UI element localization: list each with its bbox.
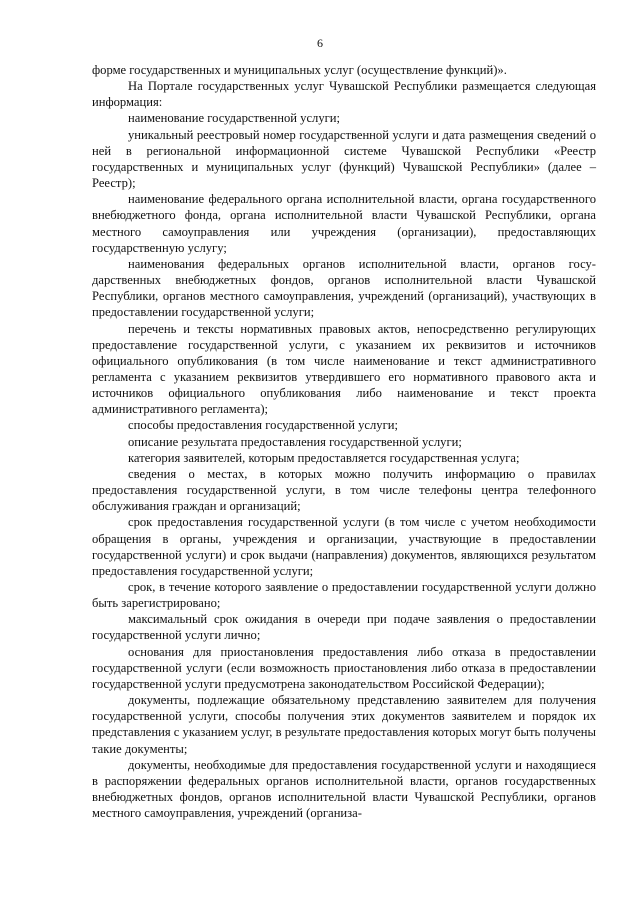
list-item-legal-acts: перечень и тексты нормативных правовых актов, непосредственно регулирующих предоставление государственной услуги, с указанием их реквизитов и источников официального опубликования (в том числе наименование и текст административного регламента с указанием реквизитов утвердившего его нормативного правового акта и источников официального опубликования либо наименование и текст проекта административного регламента);	[92, 321, 596, 417]
paragraph-continuation: форме государственных и муниципальных услуг (осуществление функций)».	[92, 63, 507, 77]
list-item-provision-term: срок предоставления государственной услуги (в том числе с учетом необходимости обращения в органы, учреждения и организации, участвующие в предоставлении государственной услуги) и срок выдачи (направления) документов, являющихся результатом предоставления государственной услуги;	[92, 515, 596, 578]
list-item-providing-authority: наименование федерального органа исполнительной власти, органа государственного внебюджетного фонда, органа исполнительной власти Чувашской Республики, органа местного самоуправления или учреждения (организации), предоставляющих государственную услугу;	[92, 192, 596, 255]
paragraph-intro: На Портале государственных услуг Чувашской Республики размещается следующая информация:	[92, 79, 596, 110]
list-item-information-places: сведения о местах, в которых можно получить информацию о правилах предоставления государственной услуги, в том числе телефоны центра телефонного обслуживания граждан и организаций;	[92, 466, 596, 514]
list-item-required-documents: документы, подлежащие обязательному представлению заявителем для получения государственной услуги, способы получения этих документов заявителем и порядок их представления с указанием услуг, в результате предоставления которых могут быть получены такие документы;	[92, 693, 596, 756]
list-item-registry-number: уникальный реестровый номер государственной услуги и дата размещения сведений о ней в региональной информационной системе Чувашской Республики «Реестр государственных и муниципальных услуг (функций) Чувашской Республики» (далее – Реестр);	[92, 127, 596, 191]
list-item-provision-methods: способы предоставления государственной услуги;	[128, 418, 399, 433]
list-item-registration-term: срок, в течение которого заявление о предоставлении государственной услуги должно быть зарегистрировано;	[92, 580, 596, 611]
list-item-refusal-grounds: основания для приостановления предоставления либо отказа в предоставлении государственной услуги (если возможность приостановления либо отказа в предоставлении государственной услуги предусмотрена законодательством Российской Федерации);	[92, 644, 596, 691]
document-body	[92, 62, 596, 821]
page-number: 6	[317, 36, 323, 50]
list-item-queue-wait: максимальный срок ожидания в очереди при подаче заявления о предоставлении государственной услуги лично;	[92, 612, 596, 643]
list-item-applicant-category: категория заявителей, которым предоставляется государственная услуга;	[128, 450, 520, 465]
list-item-result-description: описание результата предоставления государственной услуги;	[128, 434, 462, 449]
list-item-held-documents: документы, необходимые для предоставления государственной услуги и находящиеся в распоряжении федеральных органов исполнительной власти, органов государственных внебюджетных фондов, органов исполнительной власти Чувашской Республики, органов местного самоуправления, учреждений (организа-	[92, 757, 596, 821]
list-item-participating-authorities: наименования федеральных органов исполнительной власти, органов государственных внебюджетных фондов, органов исполнительной власти Чувашской Республики, органов местного самоуправления, учреждений (организаций), участвующих в предоставлении государственной услуги;	[92, 256, 596, 320]
list-item-service-name: наименование государственной услуги;	[128, 111, 341, 126]
